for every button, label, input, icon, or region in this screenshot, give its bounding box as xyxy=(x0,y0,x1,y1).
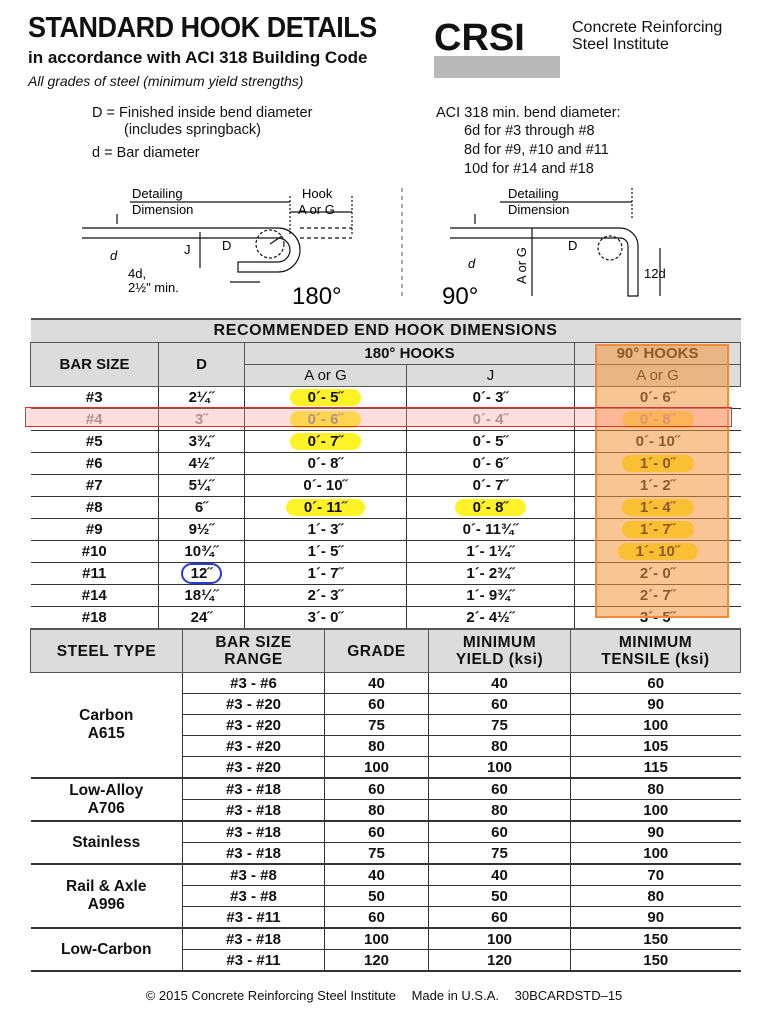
bend-diameter-cell xyxy=(159,475,245,497)
steel-type-name: Low-Alloy xyxy=(69,781,144,799)
steel-tensile-cell: 80 xyxy=(571,886,741,907)
hook180-j-cell xyxy=(407,563,575,585)
bar-size-cell xyxy=(31,475,159,497)
hook180-aorg-cell xyxy=(245,387,407,409)
bend-diameter-cell-value: 12˝ xyxy=(181,563,223,584)
highlight-90-hooks-column xyxy=(595,344,729,618)
bar-size-cell-value: #5 xyxy=(85,432,103,450)
bend-diameter-cell xyxy=(159,453,245,475)
aci-rule-2: 8d for #9, #10 and #11 xyxy=(464,142,609,158)
d180-hook: Hook xyxy=(302,186,333,201)
aci-rule-3: 10d for #14 and #18 xyxy=(464,161,594,177)
steel-yield-cell: 100 xyxy=(429,928,571,950)
steel-grade-cell: 100 xyxy=(325,757,429,779)
col-grade-label: GRADE xyxy=(347,642,406,660)
bar-size-cell-value: #7 xyxy=(85,476,103,494)
steel-grade-cell: 75 xyxy=(325,843,429,865)
hook180-aorg-cell-value: 0´- 11˝ xyxy=(286,499,365,516)
hook180-j-cell xyxy=(407,585,575,607)
steel-grade-cell: 80 xyxy=(325,800,429,822)
steel-range-cell: #3 - #11 xyxy=(183,907,325,929)
col-min-yield-l2: YIELD (ksi) xyxy=(455,651,544,668)
hook180-aorg-cell xyxy=(245,497,407,519)
bend-diameter-cell-value: 3¾˝ xyxy=(188,432,215,450)
col-min-tensile-l2: TENSILE (ksi) xyxy=(601,651,710,668)
bar-size-cell-value: #6 xyxy=(85,454,103,472)
hook180-j-cell xyxy=(407,387,575,409)
steel-tensile-cell: 90 xyxy=(571,907,741,929)
steel-grades-table xyxy=(30,628,741,972)
steel-grade-cell: 120 xyxy=(325,950,429,972)
steel-type-name: Rail & Axle xyxy=(66,878,147,895)
bend-diameter-cell xyxy=(159,519,245,541)
steel-tensile-cell: 100 xyxy=(571,843,741,865)
hook180-aorg-cell-value: 0´- 5˝ xyxy=(290,389,362,406)
col-min-yield-l1: MINIMUM xyxy=(462,634,537,651)
hook180-aorg-cell xyxy=(245,585,407,607)
steel-grade-cell: 100 xyxy=(325,928,429,950)
page-subtitle: in accordance with ACI 318 Building Code xyxy=(28,48,368,67)
hook180-j-cell xyxy=(407,519,575,541)
hook180-aorg-cell-value: 2´- 3˝ xyxy=(307,586,344,604)
aci-heading: ACI 318 min. bend diameter: xyxy=(436,105,621,121)
steel-range-cell: #3 - #20 xyxy=(183,736,325,757)
bend-diameter-cell-value: 3˝ xyxy=(194,410,209,428)
d180-D: D xyxy=(222,238,232,253)
d90-D: D xyxy=(568,238,578,253)
steel-grade-cell: 50 xyxy=(325,886,429,907)
steel-range-cell: #3 - #20 xyxy=(183,715,325,736)
bend-diameter-cell xyxy=(159,607,245,630)
bar-size-cell xyxy=(31,607,159,630)
steel-grade-cell: 75 xyxy=(325,715,429,736)
steel-type-cell xyxy=(31,673,183,779)
bar-size-cell-value: #4 xyxy=(85,410,103,428)
steel-range-cell: #3 - #6 xyxy=(183,673,325,694)
col-180-J: J xyxy=(407,365,575,387)
hook180-j-cell xyxy=(407,497,575,519)
steel-grade-cell: 40 xyxy=(325,673,429,694)
bend-diameter-cell xyxy=(159,497,245,519)
hook180-aorg-cell-value: 0´- 7˝ xyxy=(290,433,362,450)
bar-size-cell-value: #3 xyxy=(85,388,103,406)
steel-tensile-cell: 115 xyxy=(571,757,741,779)
bend-diameter-cell-value: 4½˝ xyxy=(188,454,215,472)
grades-note: All grades of steel (minimum yield strengths) xyxy=(28,73,304,89)
col-bar-range xyxy=(183,629,325,673)
col-bar-range-l1: BAR SIZE xyxy=(215,634,292,651)
logo-name-line1: Concrete Reinforcing xyxy=(572,19,723,36)
definition-d: d = Bar diameter xyxy=(92,145,200,161)
highlight-bar4-row xyxy=(25,407,732,427)
d180-d: d xyxy=(110,248,118,263)
hook180-j-cell-value: 0´- 8˝ xyxy=(455,499,527,516)
bend-diameter-cell-value: 10¾˝ xyxy=(184,542,219,560)
steel-yield-cell: 60 xyxy=(429,821,571,843)
d90-detailing: Detailing xyxy=(508,186,559,201)
steel-range-cell: #3 - #20 xyxy=(183,694,325,715)
steel-tensile-cell: 105 xyxy=(571,736,741,757)
steel-row xyxy=(31,821,741,843)
steel-type-cell xyxy=(31,928,183,971)
steel-yield-cell: 100 xyxy=(429,757,571,779)
steel-type-cell xyxy=(31,821,183,864)
steel-grade-cell: 60 xyxy=(325,907,429,929)
steel-yield-cell: 60 xyxy=(429,778,571,800)
steel-yield-cell: 80 xyxy=(429,800,571,822)
bend-diameter-cell xyxy=(159,431,245,453)
bar-size-cell-value: #18 xyxy=(81,608,107,626)
hook-diagrams xyxy=(20,178,750,308)
steel-tensile-cell: 100 xyxy=(571,800,741,822)
group-180-hooks: 180° HOOKS xyxy=(245,343,575,365)
definition-D-note: (includes springback) xyxy=(124,122,262,138)
steel-yield-cell: 60 xyxy=(429,694,571,715)
col-bar-range-l2: RANGE xyxy=(224,651,283,668)
hook180-j-cell-value: 1´- 1¼˝ xyxy=(466,542,515,560)
logo-swoosh xyxy=(434,56,560,78)
bend-diameter-cell-value: 9½˝ xyxy=(188,520,215,538)
hook180-j-cell-value: 1´- 9¾˝ xyxy=(466,586,515,604)
hook180-j-cell-value: 2´- 4½˝ xyxy=(466,608,515,626)
steel-yield-cell: 120 xyxy=(429,950,571,972)
bar-size-cell-value: #11 xyxy=(82,564,107,582)
steel-yield-cell: 40 xyxy=(429,673,571,694)
hook180-aorg-cell-value: 1´- 3˝ xyxy=(307,520,344,538)
steel-yield-cell: 75 xyxy=(429,715,571,736)
col-grade xyxy=(325,629,429,673)
footer xyxy=(0,988,768,1003)
hook180-aorg-cell-value: 3´- 0˝ xyxy=(307,608,344,626)
bend-diameter-cell xyxy=(159,541,245,563)
steel-type-spec: A996 xyxy=(87,896,125,913)
steel-yield-cell: 75 xyxy=(429,843,571,865)
steel-type-name: Low-Carbon xyxy=(61,940,152,958)
bend-diameter-cell xyxy=(159,563,245,585)
steel-tensile-cell: 90 xyxy=(571,694,741,715)
steel-grade-cell: 40 xyxy=(325,864,429,886)
d180-angle: 180° xyxy=(292,283,342,308)
steel-range-cell: #3 - #18 xyxy=(183,928,325,950)
bar-size-cell xyxy=(31,519,159,541)
bend-diameter-cell-value: 24˝ xyxy=(190,608,213,626)
col-steel-type xyxy=(31,629,183,673)
d180-detailing: Detailing xyxy=(132,186,183,201)
hook180-j-cell-value: 0´- 5˝ xyxy=(472,432,509,450)
steel-range-cell: #3 - #18 xyxy=(183,778,325,800)
steel-type-cell xyxy=(31,778,183,821)
bar-size-cell xyxy=(31,453,159,475)
steel-range-cell: #3 - #20 xyxy=(183,757,325,779)
hook180-aorg-cell xyxy=(245,475,407,497)
hook180-j-cell-value: 0´- 4˝ xyxy=(472,410,509,428)
d180-aorg: A or G xyxy=(298,202,335,217)
definition-D: D = Finished inside bend diameter xyxy=(92,105,313,121)
steel-tensile-cell: 80 xyxy=(571,778,741,800)
d90-d: d xyxy=(468,256,476,271)
steel-tensile-cell: 100 xyxy=(571,715,741,736)
hook180-aorg-cell-value: 0´- 8˝ xyxy=(307,454,344,472)
steel-grade-cell: 60 xyxy=(325,821,429,843)
bend-diameter-cell-value: 18¼˝ xyxy=(184,586,219,604)
steel-range-cell: #3 - #18 xyxy=(183,821,325,843)
footer-code: 30BCARDSTD–15 xyxy=(514,988,623,1003)
bar-size-cell xyxy=(31,585,159,607)
hook180-j-cell xyxy=(407,607,575,630)
d180-dimension: Dimension xyxy=(132,202,194,217)
bar-size-cell-value: #10 xyxy=(81,542,107,560)
steel-range-cell: #3 - #11 xyxy=(183,950,325,972)
hook180-j-cell xyxy=(407,475,575,497)
bend-diameter-cell xyxy=(159,585,245,607)
bar-size-cell-value: #9 xyxy=(85,520,103,538)
col-min-tensile xyxy=(571,629,741,673)
steel-range-cell: #3 - #8 xyxy=(183,886,325,907)
bend-diameter-cell-value: 2¼˝ xyxy=(188,388,215,406)
hook180-aorg-cell xyxy=(245,519,407,541)
hook180-j-cell-value: 0´- 3˝ xyxy=(472,388,509,406)
hook180-aorg-cell-value: 1´- 5˝ xyxy=(307,542,344,560)
hook180-j-cell xyxy=(407,453,575,475)
footer-made-in: Made in U.S.A. xyxy=(411,988,499,1003)
crsi-logo xyxy=(432,16,752,84)
steel-type-spec: A706 xyxy=(87,799,125,817)
steel-tensile-cell: 150 xyxy=(571,950,741,972)
steel-range-cell: #3 - #18 xyxy=(183,843,325,865)
bar-size-cell xyxy=(31,431,159,453)
steel-row xyxy=(31,928,741,950)
d180-J: J xyxy=(184,242,191,257)
hook180-aorg-cell-value: 0´- 6˝ xyxy=(290,411,362,428)
d90-ext: 12d xyxy=(644,266,666,281)
bar-size-cell-value: #8 xyxy=(85,498,103,516)
hook180-aorg-cell xyxy=(245,607,407,630)
steel-tensile-cell: 150 xyxy=(571,928,741,950)
steel-grade-cell: 60 xyxy=(325,778,429,800)
d180-ext2: 2½" min. xyxy=(128,280,179,295)
bar-size-cell-value: #14 xyxy=(81,586,107,604)
steel-row xyxy=(31,673,741,694)
hook180-j-cell-value: 1´- 2¾˝ xyxy=(466,564,515,582)
col-min-yield xyxy=(429,629,571,673)
d90-angle: 90° xyxy=(442,283,479,308)
hook180-aorg-cell xyxy=(245,541,407,563)
hook180-j-cell-value: 0´- 11¾˝ xyxy=(462,520,519,538)
logo-name-line2: Steel Institute xyxy=(572,36,669,53)
hook180-aorg-cell-value: 1´- 7˝ xyxy=(307,564,344,582)
hook180-j-cell xyxy=(407,541,575,563)
col-D: D xyxy=(159,343,245,387)
d180-ext1: 4d, xyxy=(128,266,147,281)
steel-type-cell xyxy=(31,864,183,928)
steel-grade-cell: 80 xyxy=(325,736,429,757)
bar-size-cell xyxy=(31,541,159,563)
col-bar-size: BAR SIZE xyxy=(31,343,159,387)
steel-yield-cell: 80 xyxy=(429,736,571,757)
logo-mark: CRSI xyxy=(434,17,525,59)
bend-diameter-cell-value: 6˝ xyxy=(194,498,209,516)
steel-type-name: Carbon xyxy=(79,707,134,724)
hook180-aorg-cell xyxy=(245,563,407,585)
bend-diameter-cell xyxy=(159,387,245,409)
steel-range-cell: #3 - #18 xyxy=(183,800,325,822)
page-title: STANDARD HOOK DETAILS xyxy=(28,12,377,44)
d90-dimension: Dimension xyxy=(508,202,570,217)
steel-yield-cell: 50 xyxy=(429,886,571,907)
bend-diameter-cell-value: 5¼˝ xyxy=(188,476,215,494)
d90-aorg: A or G xyxy=(514,247,529,284)
steel-row xyxy=(31,778,741,800)
hook180-aorg-cell xyxy=(245,431,407,453)
footer-copyright: © 2015 Concrete Reinforcing Steel Institute xyxy=(145,988,396,1003)
steel-tensile-cell: 70 xyxy=(571,864,741,886)
steel-yield-cell: 60 xyxy=(429,907,571,929)
bar-size-cell xyxy=(31,563,159,585)
steel-grade-cell: 60 xyxy=(325,694,429,715)
hook-table-banner: RECOMMENDED END HOOK DIMENSIONS xyxy=(31,319,741,343)
steel-tensile-cell: 60 xyxy=(571,673,741,694)
steel-range-cell: #3 - #8 xyxy=(183,864,325,886)
hook180-j-cell xyxy=(407,431,575,453)
hook180-aorg-cell xyxy=(245,453,407,475)
aci-rule-1: 6d for #3 through #8 xyxy=(464,123,595,139)
steel-type-name: Stainless xyxy=(72,833,141,851)
bar-size-cell xyxy=(31,497,159,519)
steel-tensile-cell: 90 xyxy=(571,821,741,843)
steel-table-body xyxy=(31,673,741,972)
hook180-aorg-cell-value: 0´- 10˝ xyxy=(303,476,348,494)
steel-yield-cell: 40 xyxy=(429,864,571,886)
col-180-aorg: A or G xyxy=(245,365,407,387)
hook180-j-cell-value: 0´- 6˝ xyxy=(472,454,509,472)
col-min-tensile-l1: MINIMUM xyxy=(618,634,693,651)
col-steel-type-label: STEEL TYPE xyxy=(56,642,157,660)
steel-type-spec: A615 xyxy=(87,725,125,742)
bar-size-cell xyxy=(31,387,159,409)
hook180-j-cell-value: 0´- 7˝ xyxy=(472,476,509,494)
steel-row xyxy=(31,864,741,886)
